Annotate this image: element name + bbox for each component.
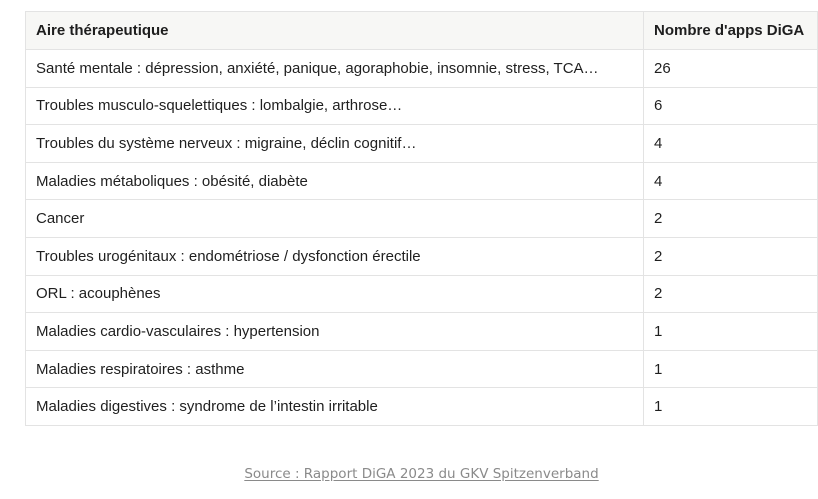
diga-table xyxy=(25,11,818,426)
cell-app-count: 2 xyxy=(644,237,818,275)
cell-therapeutic-area: Troubles du système nerveux : migraine, déclin cognitif… xyxy=(26,125,644,163)
table-row xyxy=(26,237,818,275)
cell-therapeutic-area: Maladies cardio-vasculaires : hypertension xyxy=(26,313,644,351)
cell-therapeutic-area: Maladies respiratoires : asthme xyxy=(26,350,644,388)
table-row xyxy=(26,200,818,238)
table-row xyxy=(26,275,818,313)
diga-table-container xyxy=(25,11,817,426)
cell-therapeutic-area: Santé mentale : dépression, anxiété, panique, agoraphobie, insomnie, stress, TCA… xyxy=(26,50,644,88)
table-row xyxy=(26,388,818,426)
table-row xyxy=(26,350,818,388)
column-header-therapeutic-area: Aire thérapeutique xyxy=(26,12,644,50)
cell-app-count: 1 xyxy=(644,388,818,426)
cell-app-count: 4 xyxy=(644,125,818,163)
cell-app-count: 2 xyxy=(644,200,818,238)
table-row xyxy=(26,125,818,163)
cell-app-count: 1 xyxy=(644,350,818,388)
cell-app-count: 2 xyxy=(644,275,818,313)
cell-app-count: 4 xyxy=(644,162,818,200)
cell-app-count: 26 xyxy=(644,50,818,88)
cell-therapeutic-area: Troubles urogénitaux : endométriose / dysfonction érectile xyxy=(26,237,644,275)
cell-app-count: 1 xyxy=(644,313,818,351)
table-row xyxy=(26,313,818,351)
table-row xyxy=(26,50,818,88)
table-header-row xyxy=(26,12,818,50)
cell-therapeutic-area: Maladies métaboliques : obésité, diabète xyxy=(26,162,644,200)
cell-app-count: 6 xyxy=(644,87,818,125)
cell-therapeutic-area: ORL : acouphènes xyxy=(26,275,644,313)
table-row xyxy=(26,162,818,200)
cell-therapeutic-area: Troubles musculo-squelettiques : lombalgie, arthrose… xyxy=(26,87,644,125)
table-row xyxy=(26,87,818,125)
cell-therapeutic-area: Maladies digestives : syndrome de l’intestin irritable xyxy=(26,388,644,426)
source-link[interactable]: Source : Rapport DiGA 2023 du GKV Spitzenverband xyxy=(244,466,599,482)
column-header-app-count: Nombre d'apps DiGA xyxy=(644,12,818,50)
source-caption xyxy=(0,466,818,482)
cell-therapeutic-area: Cancer xyxy=(26,200,644,238)
